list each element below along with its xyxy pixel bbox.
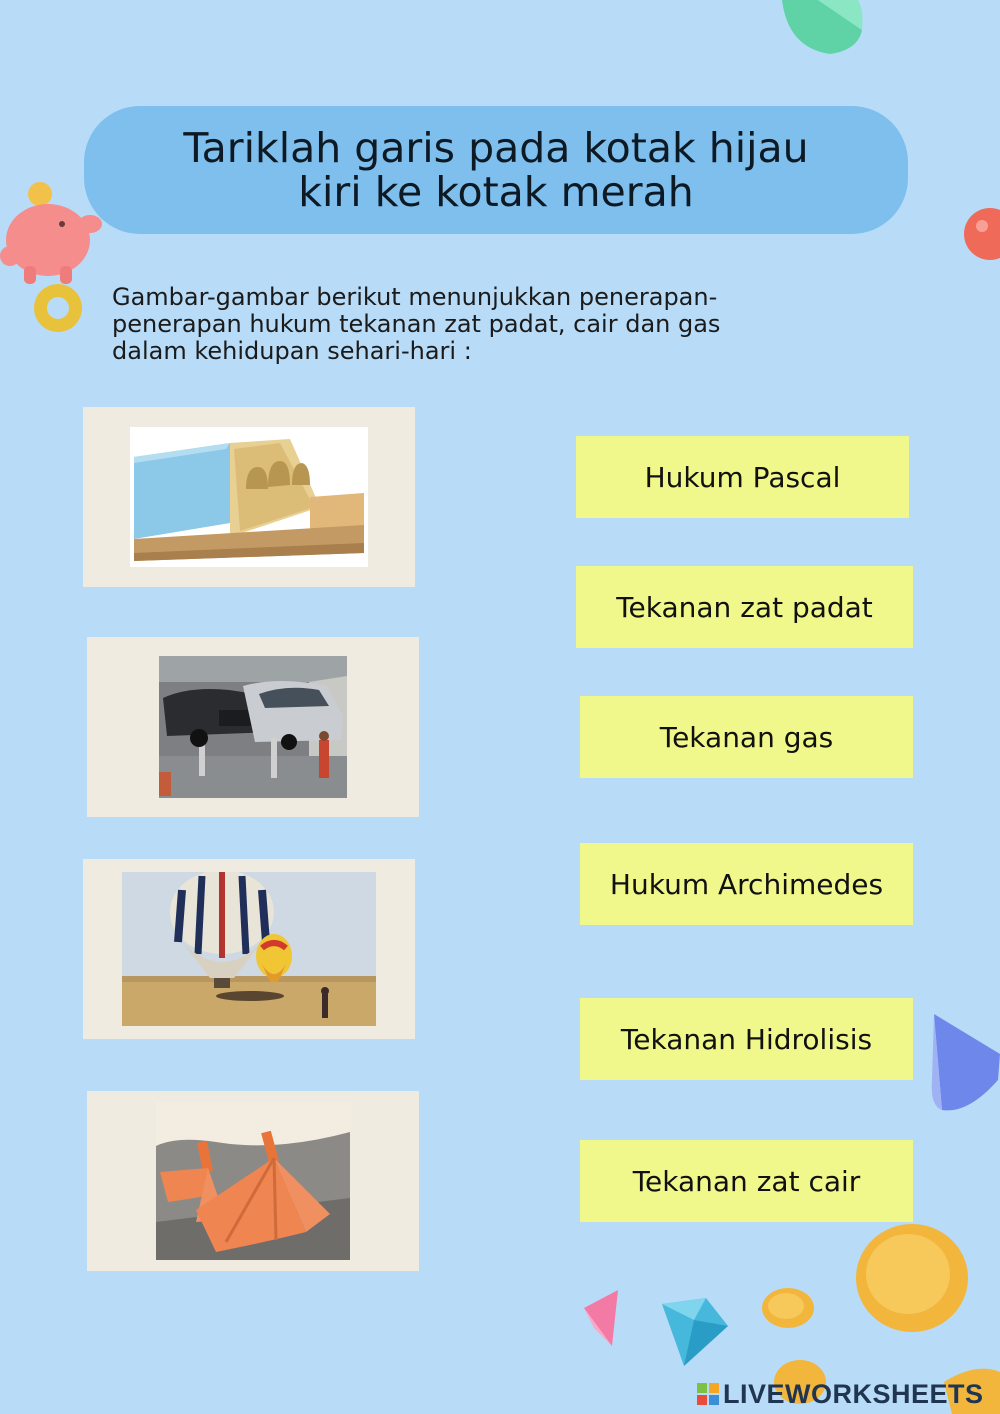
title-banner [84, 106, 908, 234]
hydraulic-car-lift-image [159, 656, 347, 798]
intro-line-2: penerapan hukum tekanan zat padat, cair dan gas [112, 310, 721, 338]
intro-line-3: dalam kehidupan sehari-hari : [112, 337, 472, 365]
dam-cross-section-image [130, 427, 368, 567]
hot-air-balloons-image [122, 872, 376, 1026]
duck-feet-image [156, 1102, 350, 1260]
green-hemisphere-decoration [778, 0, 864, 56]
picture-card-duck-feet[interactable] [87, 1091, 419, 1271]
gem-decoration [654, 1296, 730, 1368]
pink-crystal-decoration [582, 1288, 628, 1348]
intro-line-1: Gambar-gambar berikut menunjukkan penerapan- [112, 283, 718, 311]
picture-card-balloons[interactable] [83, 859, 415, 1039]
liveworksheets-wordmark: LIVEWORKSHEETS [723, 1378, 984, 1409]
title-line-2: kiri ke kotak merah [298, 168, 694, 216]
answer-box-tekanan-gas[interactable]: Tekanan gas [580, 696, 913, 778]
liveworksheets-logo-icon [697, 1383, 719, 1405]
intro-text [112, 284, 842, 365]
answer-box-hukum-archimedes[interactable]: Hukum Archimedes [580, 843, 913, 925]
title-line-1: Tariklah garis pada kotak hijau [183, 124, 809, 172]
picture-card-dam[interactable] [83, 407, 415, 587]
blue-cone-decoration [928, 1010, 1000, 1114]
picture-card-car-lift[interactable] [87, 637, 419, 817]
answer-box-tekanan-zat-cair[interactable]: Tekanan zat cair [580, 1140, 913, 1222]
red-ball-decoration [962, 206, 1000, 262]
answer-box-tekanan-hidrolisis[interactable]: Tekanan Hidrolisis [580, 998, 913, 1080]
answer-box-hukum-pascal[interactable]: Hukum Pascal [576, 436, 909, 518]
answer-box-tekanan-zat-padat[interactable]: Tekanan zat padat [576, 566, 913, 648]
liveworksheets-logo [697, 1378, 997, 1410]
